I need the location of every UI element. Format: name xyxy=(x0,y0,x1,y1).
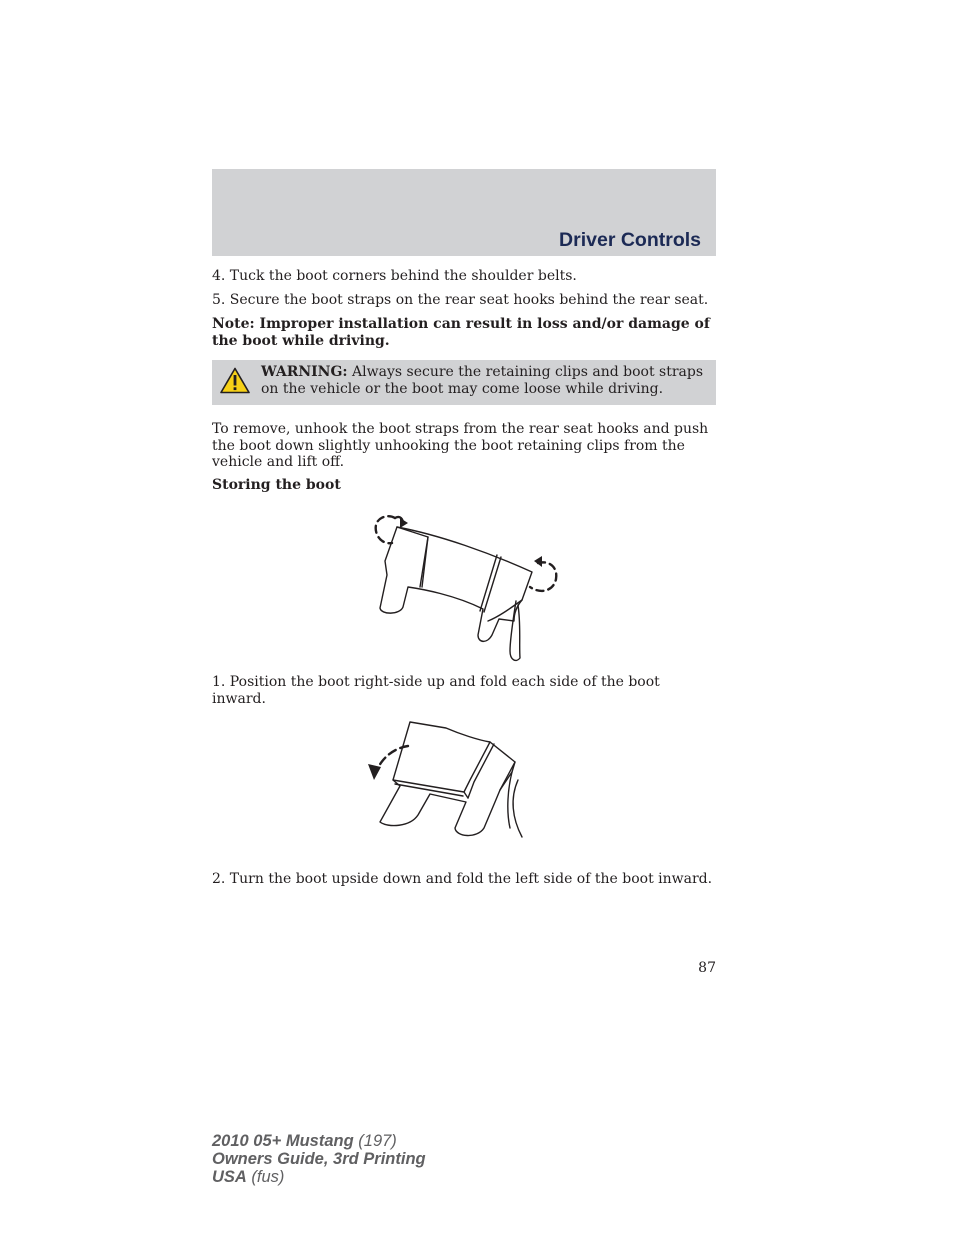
boot-fold-sides-illustration xyxy=(370,505,565,665)
footer-line-1 xyxy=(212,1132,426,1150)
step-4-text: 4. Tuck the boot corners behind the shoulder belts. xyxy=(212,268,577,284)
note-text: Note: Improper installation can result in loss and/or damage of the boot while driving. xyxy=(212,316,710,349)
footer-line-3 xyxy=(212,1168,426,1186)
step-1-text: 1. Position the boot right-side up and fold each side of the boot inward. xyxy=(212,674,660,707)
footer-model-code: (197) xyxy=(353,1132,397,1150)
footer-publication-info xyxy=(212,1132,426,1186)
footer-market-code: (fus) xyxy=(246,1168,285,1186)
boot-fold-left-illustration xyxy=(360,710,530,845)
warning-text xyxy=(261,364,711,397)
warning-body: Always secure the retaining clips and boot straps on the vehicle or the boot may come loose while driving. xyxy=(261,364,704,397)
section-title: Driver Controls xyxy=(559,229,701,251)
warning-box xyxy=(212,360,716,405)
footer-model: 2010 05+ Mustang xyxy=(212,1132,354,1150)
footer-market: USA xyxy=(212,1168,247,1186)
page-number: 87 xyxy=(698,960,716,976)
footer-line-2: Owners Guide, 3rd Printing xyxy=(212,1150,426,1168)
warning-label: WARNING: xyxy=(261,364,348,380)
section-header-band xyxy=(212,169,716,256)
remove-paragraph: To remove, unhook the boot straps from the rear seat hooks and push the boot down slightly unhooking the boot retaining clips from the vehicle and lift off. xyxy=(212,421,709,470)
warning-triangle-icon xyxy=(220,367,250,394)
step-5-text: 5. Secure the boot straps on the rear seat hooks behind the rear seat. xyxy=(212,292,709,308)
step-2-text: 2. Turn the boot upside down and fold the left side of the boot inward. xyxy=(212,871,713,887)
storing-heading: Storing the boot xyxy=(212,477,341,493)
